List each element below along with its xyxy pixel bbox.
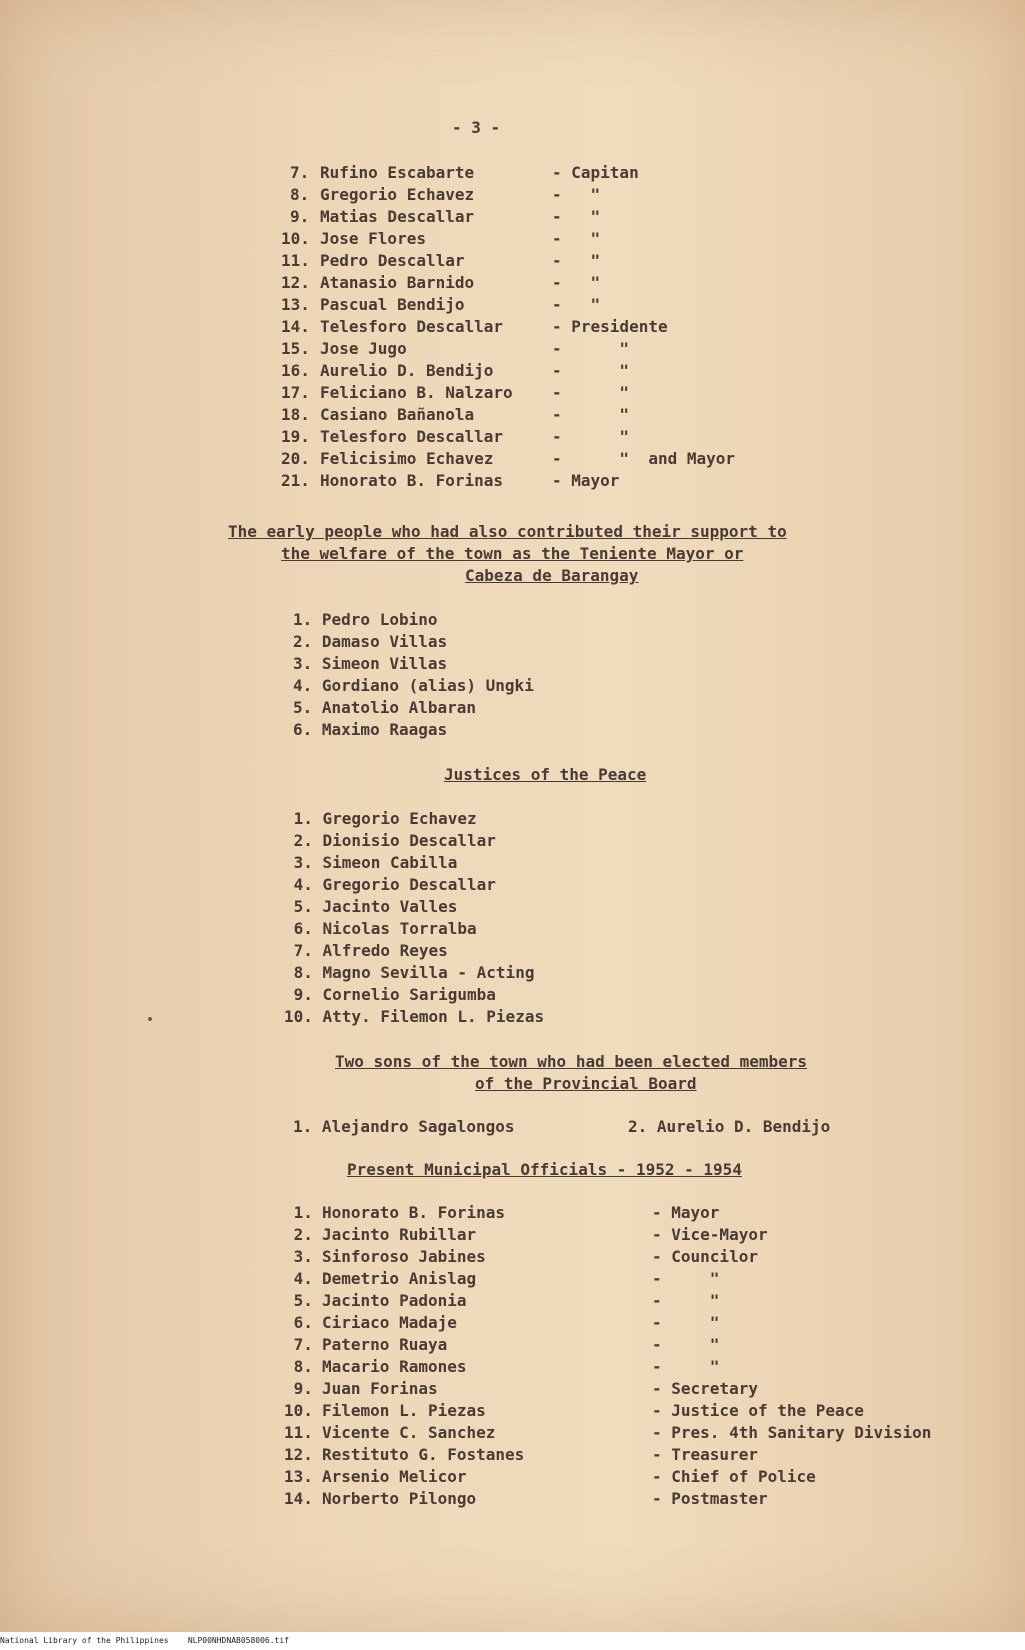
list-item: 6. Nicolas Torralba <box>284 919 477 938</box>
official-no: 7. <box>284 1335 313 1354</box>
official-no: 17. <box>281 383 310 402</box>
official-no: 13. <box>284 1467 313 1486</box>
section-heading-teniente-line-3: Cabeza de Barangay <box>465 566 639 585</box>
official-no: 9. <box>290 207 310 226</box>
official-no: 6. <box>284 1313 313 1332</box>
official-title: - Secretary <box>652 1379 758 1398</box>
official-name: Arsenio Melicor <box>322 1467 467 1486</box>
official-no: 7. <box>290 163 310 182</box>
official-title: - Mayor <box>652 1203 720 1222</box>
official-no: 14. <box>281 317 310 336</box>
official-name: Feliciano B. Nalzaro <box>320 383 513 402</box>
official-no: 10. <box>281 229 310 248</box>
archive-footer: National Library of the Philippines NLP00NHDNAB058006.tif <box>0 1636 289 1645</box>
official-no: 10. <box>284 1401 313 1420</box>
official-title: - Postmaster <box>652 1489 768 1508</box>
section-heading-provincial-line-1: Two sons of the town who had been elected members <box>335 1052 808 1071</box>
official-no: 12. <box>281 273 310 292</box>
official-no: 8. <box>290 185 310 204</box>
section-heading-teniente-line-1: The early people who had also contributed their support to <box>228 522 787 541</box>
official-name: Norberto Pilongo <box>322 1489 477 1508</box>
official-name: Casiano Bañanola <box>320 405 475 424</box>
official-title: - " <box>652 1313 720 1332</box>
list-item: 2. Dionisio Descallar <box>284 831 496 850</box>
official-title: - Mayor <box>552 471 620 490</box>
official-title: - " <box>652 1291 720 1310</box>
official-name: Rufino Escabarte <box>320 163 475 182</box>
official-name: Macario Ramones <box>322 1357 467 1376</box>
official-no: 13. <box>281 295 310 314</box>
official-name: Pascual Bendijo <box>320 295 465 314</box>
official-title: - Capitan <box>552 163 639 182</box>
list-item: 2. Damaso Villas <box>293 632 448 651</box>
official-name: Jose Jugo <box>320 339 407 358</box>
official-title: - Councilor <box>652 1247 758 1266</box>
official-title: - Treasurer <box>652 1445 758 1464</box>
official-name: Honorato B. Forinas <box>322 1203 506 1222</box>
official-no: 16. <box>281 361 310 380</box>
official-name: Aurelio D. Bendijo <box>320 361 494 380</box>
official-no: 2. <box>284 1225 313 1244</box>
list-item: 1. Pedro Lobino <box>293 610 438 629</box>
official-title: - " <box>552 251 601 270</box>
official-name: Jose Flores <box>320 229 426 248</box>
official-title: - Pres. 4th Sanitary Division <box>652 1423 932 1442</box>
official-name: Sinforoso Jabines <box>322 1247 486 1266</box>
official-name: Juan Forinas <box>322 1379 438 1398</box>
official-name: Matias Descallar <box>320 207 475 226</box>
list-item: 3. Simeon Villas <box>293 654 448 673</box>
official-title: - " <box>552 339 630 358</box>
list-item: 9. Cornelio Sarigumba <box>284 985 496 1004</box>
official-no: 20. <box>281 449 310 468</box>
official-no: 5. <box>284 1291 313 1310</box>
list-item: 3. Simeon Cabilla <box>284 853 458 872</box>
official-name: Atanasio Barnido <box>320 273 475 292</box>
official-title: - " <box>652 1269 720 1288</box>
official-title: - Vice-Mayor <box>652 1225 768 1244</box>
official-no: 8. <box>284 1357 313 1376</box>
official-name: Pedro Descallar <box>320 251 465 270</box>
list-item: 8. Magno Sevilla - Acting <box>284 963 535 982</box>
section-heading-justices: Justices of the Peace <box>444 765 647 784</box>
official-no: 11. <box>284 1423 313 1442</box>
list-item: 7. Alfredo Reyes <box>284 941 448 960</box>
list-item: 6. Maximo Raagas <box>293 720 448 739</box>
official-title: - " <box>552 405 630 424</box>
official-title: - " <box>552 361 630 380</box>
official-name: Vicente C. Sanchez <box>322 1423 496 1442</box>
official-no: 19. <box>281 427 310 446</box>
official-title: - " <box>652 1335 720 1354</box>
official-title: - Justice of the Peace <box>652 1401 864 1420</box>
official-no: 1. <box>284 1203 313 1222</box>
official-title: - " <box>552 229 601 248</box>
official-no: 12. <box>284 1445 313 1464</box>
official-no: 3. <box>284 1247 313 1266</box>
official-no: 14. <box>284 1489 313 1508</box>
list-item: 5. Jacinto Valles <box>284 897 458 916</box>
official-name: Telesforo Descallar <box>320 317 504 336</box>
official-title: - Chief of Police <box>652 1467 816 1486</box>
official-name: Felicisimo Echavez <box>320 449 494 468</box>
official-title: - " <box>552 383 630 402</box>
official-no: 21. <box>281 471 310 490</box>
official-no: 15. <box>281 339 310 358</box>
official-name: Filemon L. Piezas <box>322 1401 486 1420</box>
section-heading-teniente-line-2: the welfare of the town as the Teniente Mayor or <box>281 544 744 563</box>
official-title: - " <box>552 427 630 446</box>
official-title: - " <box>552 185 601 204</box>
official-name: Jacinto Rubillar <box>322 1225 477 1244</box>
official-name: Telesforo Descallar <box>320 427 504 446</box>
official-title: - " <box>552 207 601 226</box>
list-item: 4. Gregorio Descallar <box>284 875 496 894</box>
list-item: 4. Gordiano (alias) Ungki <box>293 676 534 695</box>
official-no: 4. <box>284 1269 313 1288</box>
official-title: - " and Mayor <box>552 449 736 468</box>
official-name: Paterno Ruaya <box>322 1335 448 1354</box>
ink-dot <box>148 1017 152 1021</box>
official-title: - " <box>552 273 601 292</box>
section-heading-provincial-line-2: of the Provincial Board <box>475 1074 697 1093</box>
official-name: Jacinto Padonia <box>322 1291 467 1310</box>
official-name: Restituto G. Fostanes <box>322 1445 525 1464</box>
section-heading-present-officials: Present Municipal Officials - 1952 - 1954 <box>347 1160 742 1179</box>
list-item: 10. Atty. Filemon L. Piezas <box>284 1007 545 1026</box>
list-item: 2. Aurelio D. Bendijo <box>628 1117 831 1136</box>
official-no: 9. <box>284 1379 313 1398</box>
list-item: 1. Gregorio Echavez <box>284 809 477 828</box>
official-no: 11. <box>281 251 310 270</box>
official-name: Honorato B. Forinas <box>320 471 504 490</box>
official-title: - " <box>552 295 601 314</box>
official-title: - Presidente <box>552 317 668 336</box>
official-name: Demetrio Anislag <box>322 1269 477 1288</box>
official-no: 18. <box>281 405 310 424</box>
list-item: 5. Anatolio Albaran <box>293 698 477 717</box>
page-number: - 3 - <box>452 118 501 137</box>
official-name: Ciriaco Madaje <box>322 1313 457 1332</box>
official-title: - " <box>652 1357 720 1376</box>
official-name: Gregorio Echavez <box>320 185 475 204</box>
list-item: 1. Alejandro Sagalongos <box>293 1117 515 1136</box>
